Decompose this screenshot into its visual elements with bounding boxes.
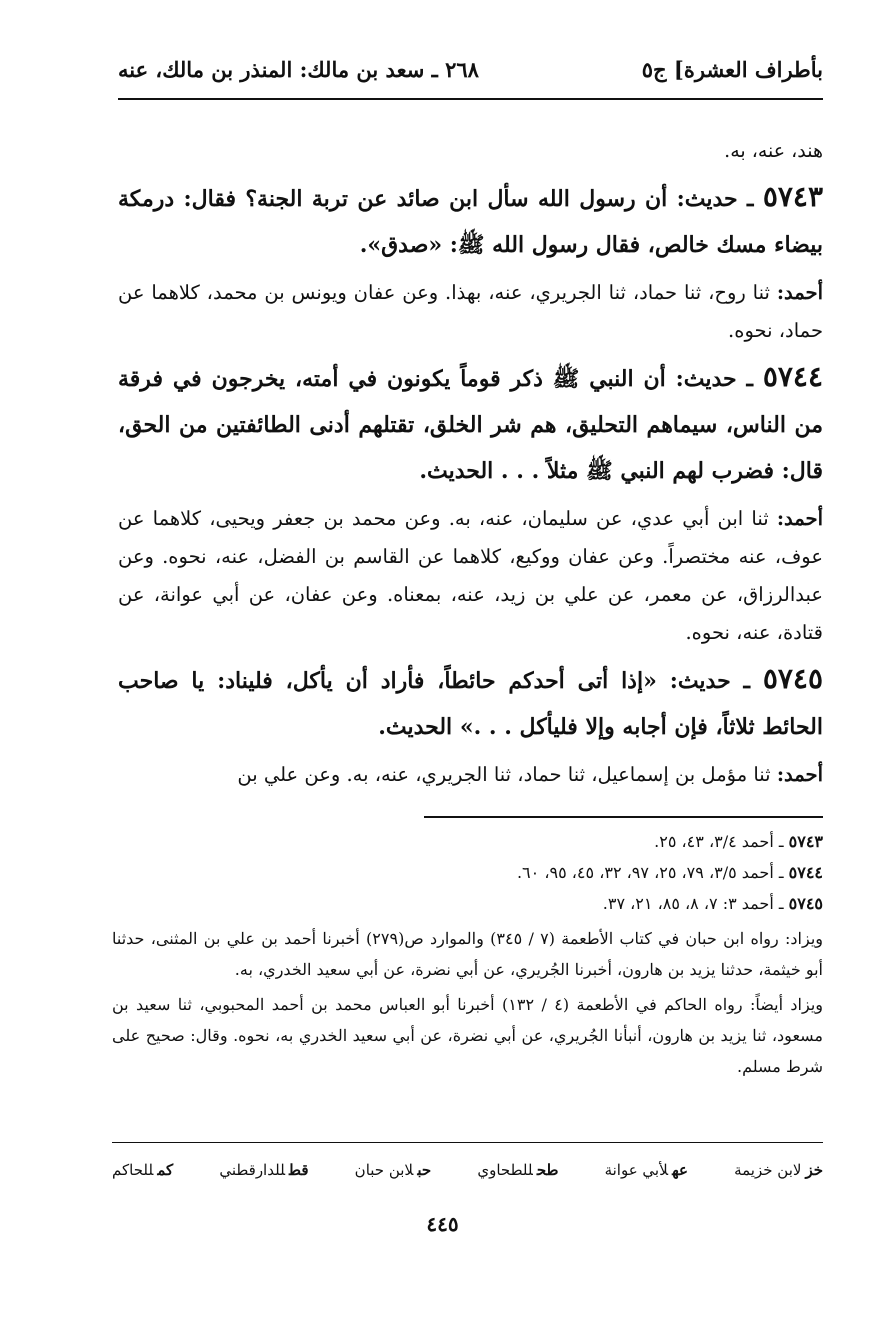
source-5744 — [118, 500, 823, 652]
hadith-5744 — [118, 354, 823, 494]
footnote-ref — [112, 826, 823, 857]
footnote-ref-text: ـ أحمد ٣: ٧، ٨، ٨٥، ٢١، ٣٧. — [602, 894, 789, 913]
hadith-number: ٥٧٤٣ — [762, 180, 823, 213]
footnote-note-hakim: ويزاد أيضاً: رواه الحاكم في الأطعمة (٤ / ١٣٢) أخبرنا أبو العباس محمد بن أحمد المحبوبي، ثنا سعيد بن مسعود، ثنا يزيد بن هارون، أنبأنا الجُريري، عن أبي نضرة، عن أبي سعيد الخدري به، نحوه. وقال: صحيح على شرط مسلم. — [112, 995, 824, 1076]
footnote-ref — [112, 888, 823, 919]
abbr-code: قط — [289, 1161, 309, 1179]
header-book-title: بأطراف العشرة] ج٥ — [641, 57, 823, 82]
running-header — [118, 52, 823, 88]
source-text: ثنا مؤمل بن إسماعيل، ثنا حماد، ثنا الجريري، عنه، به. وعن علي بن — [237, 763, 777, 786]
abbr-item — [477, 1155, 558, 1185]
footnote-ref-number: ٥٧٤٥ — [788, 894, 823, 913]
hadith-text: ـ حديث: أن النبي ﷺ ذكر قوماً يكونون في أمته، يخرجون في فرقة من الناس، سيماهم التحليق، هم شر الخلق، تقتلهم أدنى الطائفتين من الحق، قال: فضرب لهم النبي ﷺ مثلاً . . . الحديث. — [118, 366, 823, 484]
abbr-label: لابن حبان — [354, 1161, 414, 1179]
source-lead: أحمد: — [776, 763, 823, 786]
footnote-ref-number: ٥٧٤٣ — [788, 832, 823, 851]
abbr-label: للحاكم — [112, 1161, 154, 1179]
footnote-ref-number: ٥٧٤٤ — [788, 863, 823, 882]
source-lead: أحمد: — [776, 507, 823, 530]
header-divider — [118, 98, 823, 100]
footnotes — [112, 826, 823, 1082]
abbr-code: طح — [536, 1161, 559, 1179]
footnote-ref — [112, 857, 823, 888]
hadith-number: ٥٧٤٤ — [762, 360, 823, 393]
main-text — [118, 132, 823, 798]
abbr-code: حب — [417, 1161, 432, 1179]
abbr-item — [219, 1155, 308, 1185]
abbr-label: للطحاوي — [477, 1161, 533, 1179]
header-chapter: ٢٦٨ ـ سعد بن مالك: المنذر بن مالك، عنه — [118, 57, 479, 82]
footnote-note-ibn-hibban: ويزاد: رواه ابن حبان في كتاب الأطعمة (٧ / ٣٤٥) والموارد ص(٢٧٩) أخبرنا أحمد بن علي بن المثنى، حدثنا أبو خيثمة، حدثنا يزيد بن هارون، أخبرنا الجُريري، عن أبي نضرة، عن أبي سعيد الخدري، به. — [112, 929, 824, 979]
source-lead: أحمد: — [776, 281, 823, 304]
source-5743 — [118, 274, 823, 350]
hadith-number: ٥٧٤٥ — [762, 662, 823, 695]
abbr-item — [355, 1155, 432, 1185]
abbr-code: خز — [805, 1161, 823, 1179]
footnote-ref-text: ـ أحمد ٣/٤، ٤٣، ٢٥. — [654, 832, 789, 851]
intro-text: هند، عنه، به. — [724, 140, 823, 162]
footnote-ref-text: ـ أحمد ٣/٥، ٧٩، ٢٥، ٩٧، ٣٢، ٤٥، ٩٥، ٦٠. — [516, 863, 789, 882]
abbreviations-legend — [112, 1155, 823, 1185]
source-text: ثنا ابن أبي عدي، عن سليمان، عنه، به. وعن محمد بن جعفر ويحيى، كلاهما عن عوف، عنه مختصراً. وعن عفان ووكيع، كلاهما عن القاسم بن الفضل، عنه، نحوه. وعن عبدالرزاق، عن معمر، عن علي بن زيد، عنه، بمعناه. وعن عفان، عن أبي عوانة، عن قتادة، عنه، نحوه. — [118, 507, 823, 644]
abbr-item — [112, 1155, 173, 1185]
hadith-text: ـ حديث: أن رسول الله سأل ابن صائد عن تربة الجنة؟ فقال: درمكة بيضاء مسك خالص، فقال رسول الله ﷺ: «صدق». — [118, 186, 823, 258]
abbr-label: للدارقطني — [219, 1161, 286, 1179]
abbr-item — [605, 1155, 688, 1185]
hadith-5745 — [118, 656, 823, 750]
abbr-label: لأبي عوانة — [604, 1161, 669, 1179]
source-5745 — [118, 756, 823, 794]
abbr-code: عه — [672, 1161, 688, 1179]
abbr-label: لابن خزيمة — [734, 1161, 802, 1179]
abbr-code: كم — [157, 1161, 174, 1179]
abbreviations-divider — [112, 1142, 823, 1143]
source-text: ثنا روح، ثنا حماد، ثنا الجريري، عنه، بهذا. وعن عفان ويونس بن محمد، كلاهما عن حماد، نحوه. — [118, 281, 823, 342]
footnote-divider — [424, 816, 823, 818]
page-number: ٤٤٥ — [426, 1212, 459, 1236]
hadith-5743 — [118, 174, 823, 268]
abbr-item — [734, 1155, 823, 1185]
hadith-text: ـ حديث: «إذا أتى أحدكم حائطاً، فأراد أن يأكل، فليناد: يا صاحب الحائط ثلاثاً، فإن أجابه وإلا فليأكل . . .» الحديث. — [118, 668, 823, 740]
